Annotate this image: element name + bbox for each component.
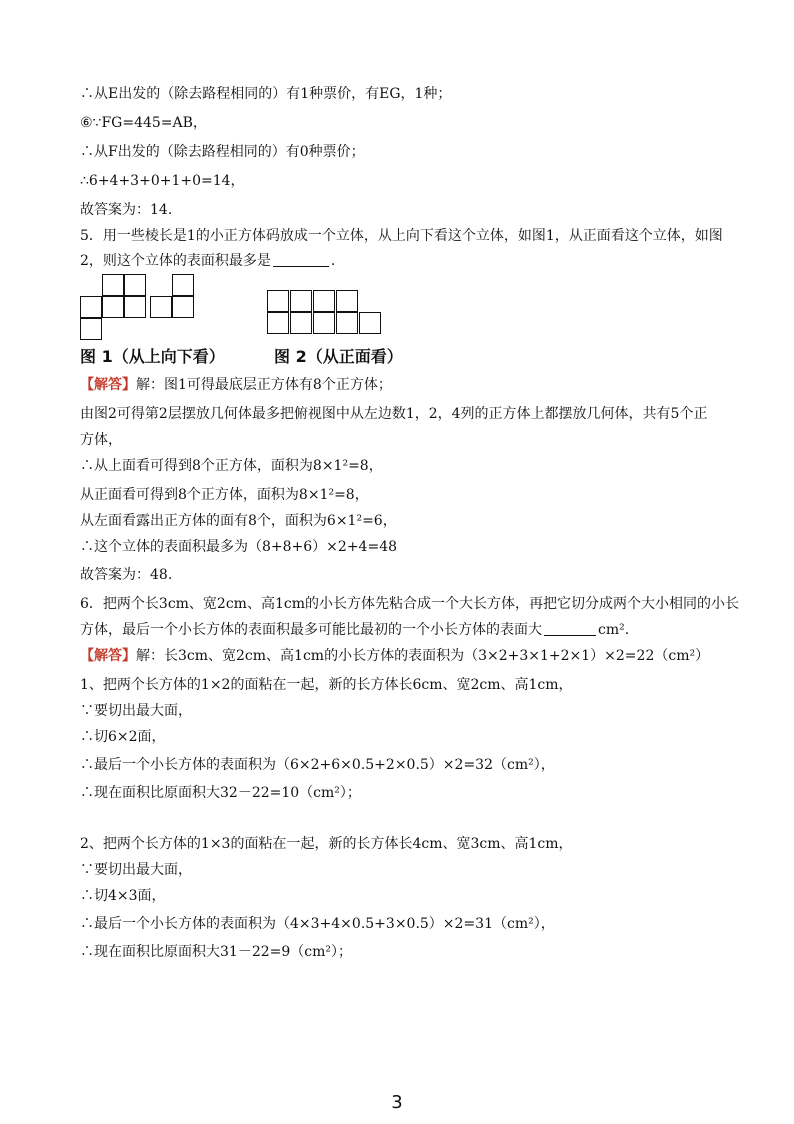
text-line: ∴最后一个小长方体的表面积为（6×2+6×0.5+2×0.5）×2=32（cm²），: [80, 757, 555, 773]
text-line: 故答案为：48.: [80, 567, 173, 583]
answer-text: 解：长3cm、宽2cm、高1cm的小长方体的表面积为（3×2+3×1+2×1）×2=22（cm²）: [136, 648, 710, 664]
square-cell: [290, 312, 312, 334]
answer-5-line: [80, 375, 392, 395]
question-6-line-2: [80, 620, 629, 640]
question-text: 方体，最后一个小长方体的表面积最多可能比最初的一个小长方体的表面大: [80, 622, 542, 638]
text-line: ∴从F出发的（除去路程相同的）有0种票价；: [80, 144, 365, 160]
text-line: ∴从上面看可得到8个正方体，面积为8×1²=8，: [80, 458, 383, 474]
text-line: ∴6+4+3+0+1+0=14，: [80, 173, 245, 189]
square-cell: [80, 296, 102, 318]
question-6-line-1: 6．把两个长3cm、宽2cm、高1cm的小长方体先粘合成一个大长方体，再把它切分成两个大小相同的小长: [80, 596, 739, 612]
answer-label: 【解答】: [80, 377, 136, 393]
text-line: 由图2可得第2层摆放几何体最多把俯视图中从左边数1，2，4列的正方体上都摆放几何体，共有5个正: [80, 406, 708, 422]
text-line: ∴现在面积比原面积大31－22=9（cm²）；: [80, 944, 352, 960]
text-line: ∵要切出最大面，: [80, 862, 192, 878]
square-cell: [124, 296, 146, 318]
square-cell: [150, 296, 172, 318]
square-cell: [172, 296, 194, 318]
text-line: 1、把两个长方体的1×2的面粘在一起，新的长方体长6cm、宽2cm、高1cm，: [80, 677, 573, 693]
question-text: 2，则这个立体的表面积最多是: [80, 253, 271, 269]
square-cell: [336, 290, 358, 312]
answer-blank: [273, 252, 329, 267]
text-line: ∴从E出发的（除去路程相同的）有1种票价，有EG，1种；: [80, 86, 452, 102]
text-line: ∴最后一个小长方体的表面积为（4×3+4×0.5+3×0.5）×2=31（cm²），: [80, 916, 555, 932]
square-cell: [336, 312, 358, 334]
square-cell: [80, 318, 102, 340]
figure-2-front-view: [267, 290, 387, 336]
square-cell: [313, 290, 335, 312]
figure-1-caption: 图 1（从上向下看）: [80, 347, 225, 366]
text-line: ∴这个立体的表面积最多为（8+8+6）×2+4=48: [80, 539, 398, 555]
square-cell: [290, 290, 312, 312]
answer-text: 解：图1可得最底层正方体有8个正方体；: [136, 377, 392, 393]
text-line: ∴切4×3面，: [80, 888, 166, 904]
square-cell: [359, 312, 381, 334]
text-line: 方体，: [80, 432, 122, 448]
square-cell: [172, 274, 194, 296]
text-line: 故答案为：14.: [80, 202, 173, 218]
square-cell: [102, 274, 124, 296]
text-line: 2、把两个长方体的1×3的面粘在一起，新的长方体长4cm、宽3cm、高1cm，: [80, 836, 573, 852]
figure-1-top-view: [80, 274, 200, 340]
text-line: ∴现在面积比原面积大32－22=10（cm²）；: [80, 785, 361, 801]
answer-6-line: [80, 646, 709, 666]
text-line: ⑥∵FG=445=AB，: [80, 115, 207, 131]
text-line: ∴切6×2面，: [80, 729, 166, 745]
text-line: 从左面看露出正方体的面有8个，面积为6×1²=6，: [80, 513, 397, 529]
square-cell: [102, 296, 124, 318]
square-cell: [267, 290, 289, 312]
question-text: cm².: [598, 622, 630, 638]
text-line: 从正面看可得到8个正方体，面积为8×1²=8，: [80, 487, 369, 503]
figure-2-caption: 图 2（从正面看）: [274, 347, 403, 366]
answer-blank: [544, 621, 596, 636]
text-line: ∵要切出最大面，: [80, 703, 192, 719]
page-number: 3: [391, 1092, 403, 1113]
square-cell: [313, 312, 335, 334]
question-text: .: [330, 253, 336, 269]
question-5-line-2: [80, 251, 335, 271]
answer-label: 【解答】: [80, 648, 136, 664]
question-5-line-1: 5．用一些棱长是1的小正方体码放成一个立体，从上向下看这个立体，如图1，从正面看这个立体，如图: [80, 228, 723, 244]
square-cell: [267, 312, 289, 334]
square-cell: [124, 274, 146, 296]
